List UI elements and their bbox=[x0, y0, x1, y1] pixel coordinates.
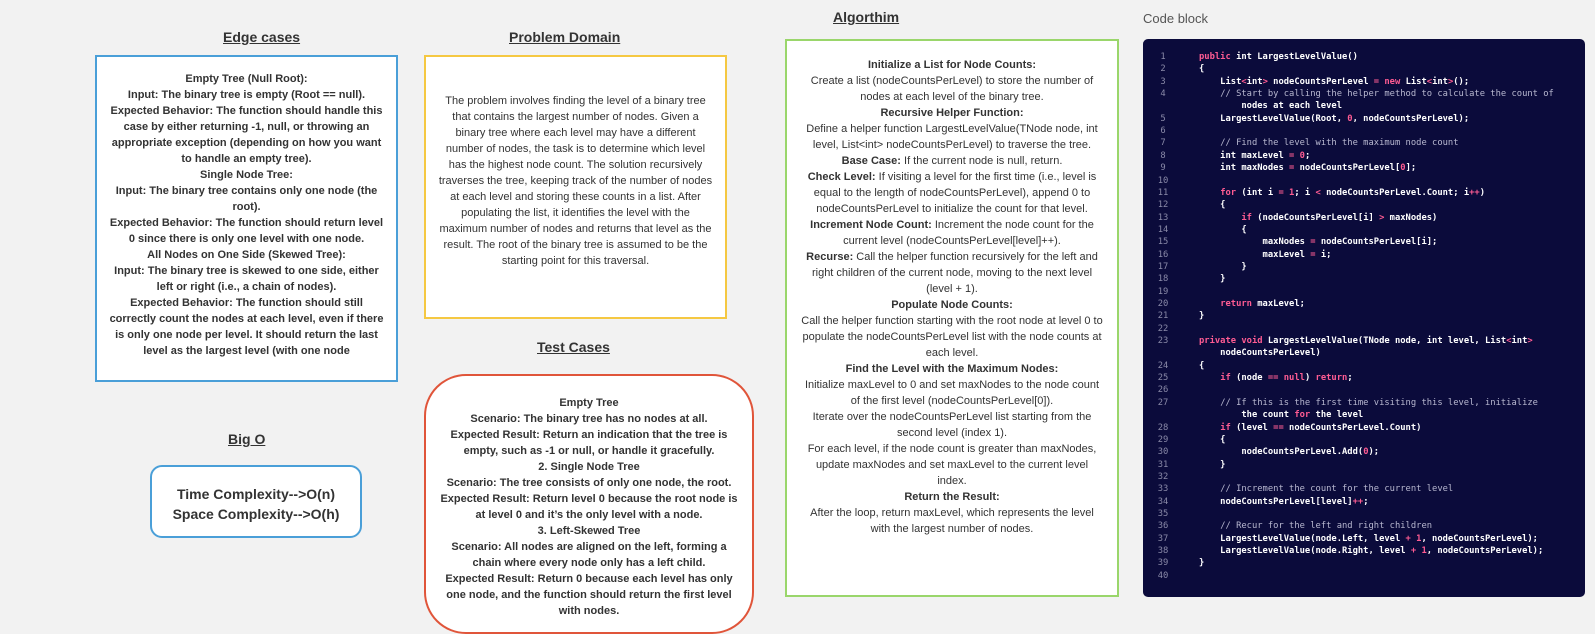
big-o-box bbox=[150, 465, 362, 538]
edge-case-line: Input: The binary tree is empty (Root == null). bbox=[127, 89, 366, 101]
line-number: 36 bbox=[1157, 521, 1169, 532]
algorithm-step-text: Iterate over the nodeCountsPerLevel list starting from the second level (index 1). bbox=[812, 411, 1092, 439]
algorithm-step-heading: Recurse: bbox=[806, 251, 854, 263]
algorithm-step-text: Call the helper function starting with the root node at level 0 to populate the nodeCountsPerLevel list with the node counts at each level. bbox=[801, 315, 1103, 359]
algorithm-step-text: After the loop, return maxLevel, which represents the level with the largest number of nodes. bbox=[810, 507, 1094, 535]
algorithm-step-heading: Find the Level with the Maximum Nodes: bbox=[845, 363, 1059, 375]
algorithm-step bbox=[801, 505, 1103, 537]
code-text: nodeCountsPerLevel) bbox=[1199, 348, 1321, 359]
algorithm-step-text: If visiting a level for the first time (i.e., level is equal to the length of nodeCountsPerLevel), append 0 to nodeCountsPerLevel to initialize the count for that level. bbox=[813, 171, 1097, 215]
line-number: 17 bbox=[1157, 261, 1169, 272]
code-text: private void LargestLevelValue(TNode node, int level, List<int> bbox=[1199, 336, 1533, 347]
problem-domain-title: Problem Domain bbox=[509, 29, 621, 45]
line-number: 9 bbox=[1160, 163, 1166, 174]
test-case-line: Scenario: All nodes are aligned on the left, forming a chain where every node only has a left child. bbox=[451, 541, 727, 569]
test-cases-box bbox=[424, 374, 754, 634]
line-number: 6 bbox=[1160, 126, 1166, 137]
code-text: } bbox=[1199, 274, 1226, 285]
test-case-line: 2. Single Node Tree bbox=[538, 461, 640, 473]
code-text: } bbox=[1199, 261, 1247, 272]
algorithm-step-heading: Populate Node Counts: bbox=[891, 299, 1013, 311]
code-text: { bbox=[1199, 200, 1226, 211]
line-number: 5 bbox=[1160, 113, 1166, 124]
algorithm-step bbox=[801, 217, 1103, 249]
test-cases-list bbox=[436, 395, 742, 619]
test-case-line: Expected Result: Return level 0 because the root node is at level 0 and it’s the only level with a node. bbox=[440, 493, 738, 521]
code-text: int maxNodes = nodeCountsPerLevel[0]; bbox=[1199, 163, 1417, 174]
line-number: 26 bbox=[1157, 385, 1169, 396]
code-text: { bbox=[1199, 224, 1247, 235]
line-number: 32 bbox=[1157, 471, 1169, 482]
test-cases-title: Test Cases bbox=[537, 339, 610, 355]
algorithm-step bbox=[801, 409, 1103, 441]
algorithm-step-heading: Check Level: bbox=[807, 171, 876, 183]
edge-case-line: Empty Tree (Null Root): bbox=[185, 73, 308, 85]
code-text: // If this is the first time visiting this level, initialize bbox=[1220, 397, 1538, 408]
line-number: 2 bbox=[1160, 64, 1166, 75]
edge-case-line: Expected Behavior: The function should still correctly count the nodes at each level, even if there is only one node per level. It should return the last level as the largest level (with one node bbox=[109, 297, 384, 357]
code-text: } bbox=[1199, 311, 1205, 322]
algorithm-steps bbox=[801, 57, 1103, 537]
line-number: 19 bbox=[1157, 286, 1169, 297]
test-case-line: Scenario: The binary tree has no nodes at all. bbox=[470, 413, 708, 425]
code-text: int maxLevel = 0; bbox=[1199, 150, 1311, 161]
edge-case-line: Expected Behavior: The function should handle this case by either returning -1, null, or throwing an appropriate exception (depending on how you want to handle an empty tree). bbox=[110, 105, 383, 165]
algorithm-step-text: Initialize maxLevel to 0 and set maxNodes to the node count of the first level (nodeCountsPerLevel[0]). bbox=[804, 379, 1100, 407]
test-case-line: Expected Result: Return 0 because each level has only one node, and the function should return the first level with nodes. bbox=[445, 573, 733, 617]
line-number: 25 bbox=[1157, 373, 1169, 384]
code-text: LargestLevelValue(node.Right, level + 1, nodeCountsPerLevel); bbox=[1199, 546, 1544, 556]
code-text: return maxLevel; bbox=[1220, 299, 1305, 309]
code-text: if (nodeCountsPerLevel[i] > maxNodes) bbox=[1241, 212, 1438, 223]
line-number: 28 bbox=[1157, 422, 1169, 433]
code-text: // Start by calling the helper method to calculate the count of bbox=[1220, 89, 1554, 100]
algorithm-step bbox=[801, 313, 1103, 361]
line-number: 38 bbox=[1157, 546, 1169, 556]
line-number: 27 bbox=[1157, 397, 1169, 408]
algorithm-step bbox=[801, 57, 1103, 73]
line-number: 11 bbox=[1157, 187, 1169, 198]
line-number: 33 bbox=[1157, 484, 1169, 495]
algorithm-step-heading: Recursive Helper Function: bbox=[880, 107, 1024, 119]
big-o-title: Big O bbox=[228, 431, 266, 447]
algorithm-step bbox=[801, 249, 1103, 297]
line-number: 21 bbox=[1157, 311, 1169, 322]
edge-cases-title: Edge cases bbox=[223, 29, 301, 45]
code-text: { bbox=[1199, 64, 1205, 75]
edge-case-line: Expected Behavior: The function should return level 0 since there is only one level with one node. bbox=[109, 217, 384, 245]
line-number: 4 bbox=[1160, 89, 1166, 100]
line-number: 24 bbox=[1157, 360, 1169, 371]
line-number: 39 bbox=[1157, 558, 1169, 569]
code-text: public int LargestLevelValue() bbox=[1199, 52, 1358, 62]
code-text: if (level == nodeCountsPerLevel.Count) bbox=[1220, 422, 1422, 433]
algorithm-step-text: Define a helper function LargestLevelValue(TNode node, int level, List<int> nodeCountsPerLevel) to traverse the tree. bbox=[806, 123, 1098, 151]
edge-case-line: Input: The binary tree is skewed to one side, either left or right (i.e., a chain of nodes). bbox=[114, 265, 379, 293]
line-number: 16 bbox=[1157, 249, 1169, 260]
code-text: } bbox=[1199, 558, 1205, 569]
line-number: 23 bbox=[1157, 336, 1169, 347]
line-number: 29 bbox=[1157, 434, 1169, 445]
edge-cases-box bbox=[95, 55, 398, 382]
line-number: 22 bbox=[1157, 323, 1169, 334]
test-case-line: Empty Tree bbox=[559, 397, 619, 409]
line-number: 30 bbox=[1157, 447, 1169, 458]
algorithm-step-text: If the current node is null, return. bbox=[900, 155, 1063, 167]
algorithm-step bbox=[801, 489, 1103, 505]
algorithm-step bbox=[801, 169, 1103, 217]
code-text: LargestLevelValue(node.Left, level + 1, nodeCountsPerLevel); bbox=[1199, 533, 1538, 544]
algorithm-step bbox=[801, 361, 1103, 377]
algorithm-step-heading: Initialize a List for Node Counts: bbox=[867, 59, 1037, 71]
line-number: 10 bbox=[1157, 175, 1169, 186]
algorithm-step bbox=[801, 153, 1103, 169]
code-text: if (node == null) return; bbox=[1220, 373, 1353, 384]
code-text: maxLevel = i; bbox=[1199, 249, 1332, 260]
edge-case-line: Single Node Tree: bbox=[200, 169, 293, 181]
line-number: 35 bbox=[1157, 508, 1169, 519]
test-case-line: 3. Left-Skewed Tree bbox=[537, 525, 641, 537]
code-text: { bbox=[1199, 434, 1226, 445]
line-number: 1 bbox=[1160, 52, 1166, 62]
line-number: 3 bbox=[1160, 76, 1166, 87]
code-text: nodeCountsPerLevel.Add(0); bbox=[1199, 447, 1380, 458]
code-text: maxNodes = nodeCountsPerLevel[i]; bbox=[1199, 237, 1438, 248]
line-number: 37 bbox=[1157, 533, 1169, 544]
code-text: nodes at each level bbox=[1199, 101, 1342, 112]
algorithm-step-heading: Increment Node Count: bbox=[810, 219, 932, 231]
code-text: // Recur for the left and right children bbox=[1220, 521, 1433, 532]
code-text: { bbox=[1199, 360, 1205, 371]
algorithm-box bbox=[785, 39, 1119, 597]
algorithm-step bbox=[801, 105, 1103, 121]
line-number: 7 bbox=[1160, 138, 1166, 149]
space-complexity: Space Complexity-->O(h) bbox=[172, 506, 340, 522]
line-number: 40 bbox=[1157, 570, 1169, 581]
line-number: 34 bbox=[1157, 496, 1169, 507]
algorithm-step bbox=[801, 73, 1103, 105]
code-text: nodeCountsPerLevel[level]++; bbox=[1199, 496, 1369, 507]
algorithm-step-heading: Return the Result: bbox=[904, 491, 1000, 503]
code-text: // Find the level with the maximum node count bbox=[1220, 138, 1459, 149]
algorithm-step bbox=[801, 441, 1103, 489]
edge-case-line: Input: The binary tree contains only one node (the root). bbox=[115, 185, 378, 213]
algorithm-step bbox=[801, 121, 1103, 153]
code-text: } bbox=[1199, 459, 1226, 470]
line-number: 20 bbox=[1157, 299, 1169, 309]
algorithm-step-text: Increment the node count for the current level (nodeCountsPerLevel[level]++). bbox=[843, 219, 1094, 247]
code-text: List<int> nodeCountsPerLevel = new List<int>(); bbox=[1199, 76, 1470, 87]
line-number: 18 bbox=[1157, 274, 1169, 285]
code-text: // Increment the count for the current level bbox=[1220, 484, 1454, 495]
code-text: LargestLevelValue(Root, 0, nodeCountsPerLevel); bbox=[1199, 113, 1470, 124]
edge-cases-list bbox=[109, 71, 384, 359]
algorithm-step-text: Create a list (nodeCountsPerLevel) to store the number of nodes at each level of the binary tree. bbox=[810, 75, 1094, 103]
test-case-line: Scenario: The tree consists of only one node, the root. bbox=[446, 477, 732, 489]
line-number: 13 bbox=[1157, 212, 1169, 223]
time-complexity: Time Complexity-->O(n) bbox=[176, 486, 336, 502]
code-block-title: Code block bbox=[1143, 11, 1209, 26]
line-number: 31 bbox=[1157, 459, 1169, 470]
algorithm-title: Algorthim bbox=[833, 9, 900, 25]
code-text: for (int i = 1; i < nodeCountsPerLevel.Count; i++) bbox=[1220, 187, 1486, 198]
problem-domain-box bbox=[424, 55, 727, 319]
algorithm-step-heading: Base Case: bbox=[841, 155, 901, 167]
line-number: 8 bbox=[1160, 150, 1166, 161]
code-block bbox=[1143, 39, 1585, 597]
line-number: 14 bbox=[1157, 224, 1169, 235]
test-case-line: Expected Result: Return an indication that the tree is empty, such as -1 or null, or handle it gracefully. bbox=[450, 429, 728, 457]
edge-case-line: All Nodes on One Side (Skewed Tree): bbox=[147, 249, 346, 261]
algorithm-step-text: Call the helper function recursively for the left and right children of the current node, moving to the next level (level + 1). bbox=[811, 251, 1098, 295]
algorithm-step-text: For each level, if the node count is greater than maxNodes, update maxNodes and set maxLevel to the current level index. bbox=[807, 443, 1097, 487]
problem-domain-text: The problem involves finding the level of a binary tree that contains the largest number of nodes. Given a binary tree where each level may have a different number of nodes, the task is to determine which level has the highest node count. The solution recursively traverses the tree, keeping track of the number of nodes at each level and storing these counts in a list. After populating the list, it identifies the level with the maximum number of nodes and returns that level as the result. The root of the binary tree is assumed to be the starting point for this traversal. bbox=[438, 95, 713, 267]
code-text: the count for the level bbox=[1199, 410, 1364, 421]
algorithm-step bbox=[801, 297, 1103, 313]
line-number: 12 bbox=[1157, 200, 1169, 211]
algorithm-step bbox=[801, 377, 1103, 409]
line-number: 15 bbox=[1157, 237, 1169, 248]
